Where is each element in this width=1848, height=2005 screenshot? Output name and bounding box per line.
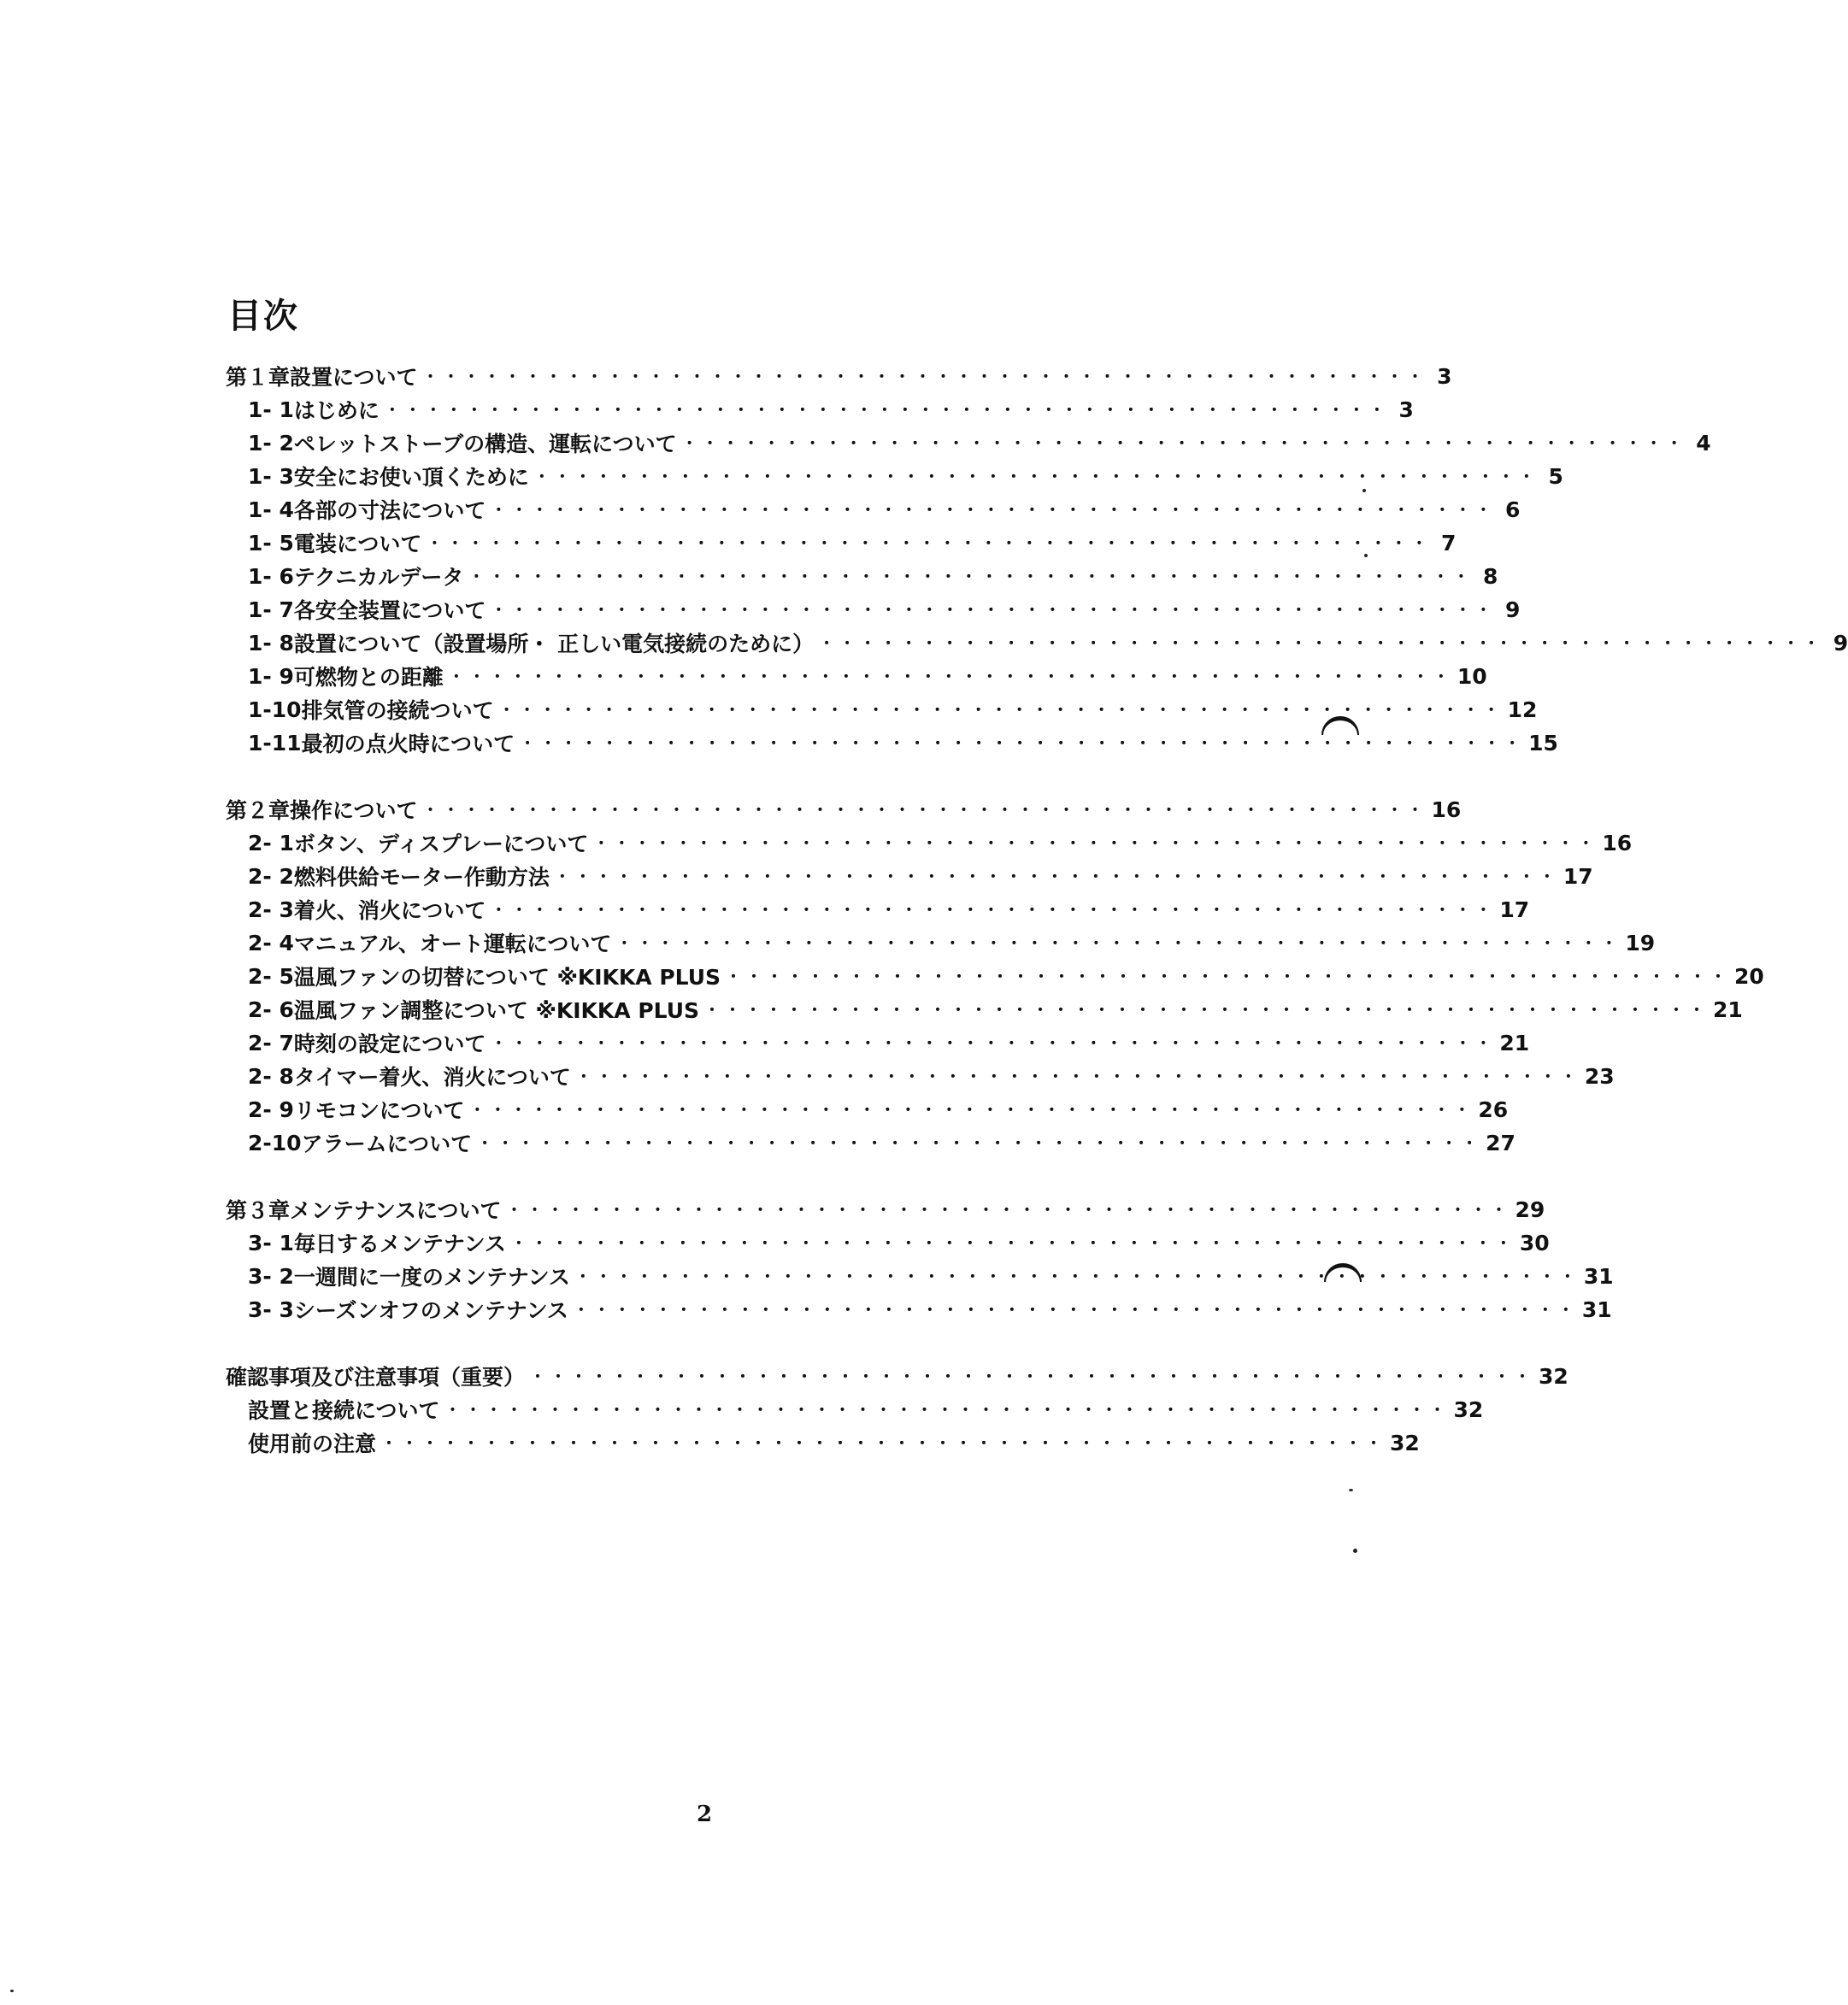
dot-leader: ・・・・・・・・・・・・・・・・・・・・・・・・・・・・・・・・・・・・・・・・・・・・・・・・・: [491, 902, 1497, 920]
dot-leader: ・・・・・・・・・・・・・・・・・・・・・・・・・・・・・・・・・・・・・・・・・・・・・・・・・: [533, 468, 1539, 486]
toc-entry-label: 設置について（設置場所・ 正しい電気接続のために）: [293, 632, 815, 656]
toc-entry-page: 9: [1504, 597, 1521, 622]
toc-entry-label: 温風ファンの切替について ※KIKKA PLUS: [293, 965, 721, 990]
toc-entry-label: アラームについて: [301, 1132, 473, 1156]
toc-entry-label: 安全にお使い頂くために: [293, 465, 529, 490]
toc-entry[interactable]: [248, 1261, 1614, 1291]
toc-entry-label: 最初の点火時について: [301, 732, 515, 756]
toc-entry[interactable]: [248, 1061, 1615, 1091]
toc-entry-page: 4: [1696, 430, 1711, 456]
dot-leader: ・・・・・・・・・・・・・・・・・・・・・・・・・・・・・・・・・・・・・・・・・・・・・・・・・: [444, 1402, 1451, 1420]
scan-speck: [1364, 554, 1368, 557]
toc-entry-page: 30: [1519, 1230, 1550, 1255]
toc-entry[interactable]: [248, 527, 1457, 558]
toc-entry[interactable]: [248, 1427, 1420, 1458]
dot-leader: ・・・・・・・・・・・・・・・・・・・・・・・・・・・・・・・・・・・・・・・・・・・・・・・・・: [491, 502, 1497, 520]
toc-entry-page: 26: [1478, 1097, 1509, 1122]
scan-speck: [10, 1990, 14, 1992]
toc-entry-label: 毎日するメンテナンス: [293, 1232, 506, 1256]
toc-entry-number: 1- 2: [248, 430, 294, 456]
toc-entry-number: 2- 4: [248, 930, 294, 955]
toc-entry[interactable]: [248, 661, 1487, 691]
table-of-contents: [226, 0, 1848, 2005]
toc-entry[interactable]: [248, 494, 1521, 525]
dot-leader: ・・・・・・・・・・・・・・・・・・・・・・・・・・・・・・・・・・・・・・・・・・・・・・・・・: [575, 1068, 1581, 1086]
toc-entry[interactable]: [248, 727, 1558, 758]
dot-leader: ・・・・・・・・・・・・・・・・・・・・・・・・・・・・・・・・・・・・・・・・・・・・・・・・・: [573, 1302, 1579, 1320]
scan-speck: [1353, 1549, 1357, 1553]
toc-entry-number: 第３章: [226, 1198, 291, 1223]
toc-entry-page: 19: [1625, 930, 1656, 955]
toc-entry-page: 8: [1482, 563, 1498, 589]
toc-entry[interactable]: [248, 394, 1414, 425]
toc-entry-label: 排気管の接続ついて: [301, 698, 494, 723]
toc-entry[interactable]: [248, 1094, 1509, 1125]
toc-entry-label: 着火、消火について: [293, 898, 486, 923]
toc-entry[interactable]: [248, 961, 1764, 991]
toc-entry-number: 2- 1: [248, 830, 294, 856]
toc-entry-number: 2- 8: [248, 1063, 294, 1089]
toc-entry-number: 1- 4: [248, 497, 294, 522]
dot-leader: ・・・・・・・・・・・・・・・・・・・・・・・・・・・・・・・・・・・・・・・・・・・・・・・・・: [520, 735, 1526, 753]
dot-leader: ・・・・・・・・・・・・・・・・・・・・・・・・・・・・・・・・・・・・・・・・・・・・・・・・・: [468, 568, 1474, 586]
toc-entry-page: 23: [1584, 1063, 1615, 1089]
toc-entry-number: 2- 3: [248, 897, 294, 922]
toc-entry-label: 確認事項及び注意事項（重要）: [226, 1365, 526, 1390]
page-title: 目次: [227, 297, 299, 336]
dot-leader: ・・・・・・・・・・・・・・・・・・・・・・・・・・・・・・・・・・・・・・・・・・・・・・・・・: [726, 968, 1732, 986]
toc-entry-label: 可燃物との距離: [293, 665, 444, 690]
dot-leader: ・・・・・・・・・・・・・・・・・・・・・・・・・・・・・・・・・・・・・・・・・・・・・・・・・: [491, 602, 1497, 620]
toc-entry[interactable]: [248, 1127, 1515, 1158]
dot-leader: ・・・・・・・・・・・・・・・・・・・・・・・・・・・・・・・・・・・・・・・・・・・・・・・・・: [530, 1368, 1536, 1386]
toc-entry-page: 32: [1539, 1363, 1568, 1389]
toc-entry-number: 2- 5: [248, 963, 294, 989]
toc-entry-label: マニュアル、オート運転について: [293, 932, 612, 956]
dot-leader: ・・・・・・・・・・・・・・・・・・・・・・・・・・・・・・・・・・・・・・・・・・・・・・・・・: [384, 402, 1390, 420]
toc-entry[interactable]: [248, 861, 1593, 891]
dot-leader: ・・・・・・・・・・・・・・・・・・・・・・・・・・・・・・・・・・・・・・・・・・・・・・・・・: [448, 668, 1454, 686]
toc-entry-number: 3- 1: [248, 1230, 294, 1255]
toc-entry-number: 2- 7: [248, 1030, 294, 1055]
toc-entry-page: 17: [1563, 863, 1593, 889]
toc-entry-page: 7: [1440, 530, 1457, 556]
toc-entry-number: 2- 2: [248, 863, 294, 889]
toc-entry[interactable]: [248, 594, 1521, 625]
toc-entry-page: 6: [1504, 497, 1521, 522]
toc-entry-number: 第２章: [226, 798, 291, 823]
toc-entry-number: 1- 5: [248, 530, 294, 556]
toc-entry-label: ボタン、ディスプレーについて: [293, 832, 589, 856]
toc-entry-page: 31: [1583, 1263, 1614, 1289]
toc-entry-page: 21: [1713, 997, 1743, 1022]
toc-entry-number: 2-10: [248, 1130, 302, 1155]
dot-leader: ・・・・・・・・・・・・・・・・・・・・・・・・・・・・・・・・・・・・・・・・・・・・・・・・・: [491, 1035, 1497, 1053]
toc-entry[interactable]: [248, 561, 1498, 591]
toc-entry-number: 3- 2: [248, 1263, 294, 1289]
toc-entry-page: 32: [1390, 1430, 1420, 1455]
toc-entry[interactable]: [248, 1294, 1612, 1325]
toc-entry-label: ペレットストーブの構造、運転について: [293, 432, 677, 456]
toc-entry-page: 29: [1515, 1197, 1545, 1222]
toc-entry-label: 時刻の設定について: [293, 1032, 486, 1056]
scan-speck: [1349, 1489, 1353, 1491]
toc-entry[interactable]: [248, 927, 1656, 958]
toc-entry-label: タイマー着火、消火について: [293, 1065, 571, 1090]
dot-leader: ・・・・・・・・・・・・・・・・・・・・・・・・・・・・・・・・・・・・・・・・・・・・・・・・・: [819, 635, 1825, 653]
dot-leader: ・・・・・・・・・・・・・・・・・・・・・・・・・・・・・・・・・・・・・・・・・・・・・・・・・: [469, 1102, 1475, 1120]
toc-entry-page: 16: [1431, 797, 1462, 822]
toc-entry-number: 1- 7: [248, 597, 294, 622]
dot-leader: ・・・・・・・・・・・・・・・・・・・・・・・・・・・・・・・・・・・・・・・・・・・・・・・・・: [510, 1235, 1516, 1253]
toc-entry[interactable]: [226, 1361, 1568, 1391]
dot-leader: ・・・・・・・・・・・・・・・・・・・・・・・・・・・・・・・・・・・・・・・・・・・・・・・・・: [506, 1202, 1512, 1220]
dot-leader: ・・・・・・・・・・・・・・・・・・・・・・・・・・・・・・・・・・・・・・・・・・・・・・・・・: [704, 1002, 1710, 1020]
toc-entry-label: 電装について: [293, 532, 422, 556]
toc-entry-number: 第１章: [226, 365, 291, 390]
toc-entry[interactable]: [248, 994, 1743, 1025]
toc-entry-label: 各安全装置について: [293, 598, 486, 623]
toc-entry-label: リモコンについて: [293, 1098, 465, 1123]
toc-entry-label: 各部の寸法について: [293, 498, 486, 523]
toc-entry-label: シーズンオフのメンテナンス: [293, 1298, 568, 1323]
dot-leader: ・・・・・・・・・・・・・・・・・・・・・・・・・・・・・・・・・・・・・・・・・・・・・・・・・: [422, 802, 1428, 820]
dot-leader: ・・・・・・・・・・・・・・・・・・・・・・・・・・・・・・・・・・・・・・・・・・・・・・・・・: [422, 368, 1428, 386]
toc-entry-label: 操作について: [290, 798, 418, 823]
toc-entry[interactable]: [248, 694, 1538, 725]
toc-entry-page: 12: [1507, 697, 1538, 722]
toc-entry-number: 2- 6: [248, 997, 294, 1022]
toc-entry[interactable]: [248, 1027, 1530, 1058]
toc-entry-page: 3: [1437, 363, 1452, 389]
toc-entry-page: 9: [1833, 630, 1848, 656]
toc-entry-label: 一週間に一度のメンテナンス: [293, 1265, 570, 1290]
toc-entry-label: テクニカルデータ: [293, 565, 464, 590]
toc-entry-number: 1-10: [248, 697, 302, 722]
toc-entry[interactable]: [226, 794, 1462, 825]
toc-entry-number: 1- 3: [248, 463, 294, 489]
toc-entry-label: 設置と接続について: [248, 1398, 440, 1423]
dot-leader: ・・・・・・・・・・・・・・・・・・・・・・・・・・・・・・・・・・・・・・・・・・・・・・・・・: [681, 435, 1687, 453]
dot-leader: ・・・・・・・・・・・・・・・・・・・・・・・・・・・・・・・・・・・・・・・・・・・・・・・・・: [477, 1135, 1483, 1153]
toc-entry[interactable]: [248, 827, 1633, 858]
toc-entry-label: メンテナンスについて: [290, 1198, 502, 1223]
toc-entry-number: 1- 9: [248, 663, 294, 689]
toc-entry-page: 31: [1581, 1296, 1612, 1322]
toc-entry-number: 1- 6: [248, 563, 294, 589]
toc-entry[interactable]: [248, 461, 1563, 491]
dot-leader: ・・・・・・・・・・・・・・・・・・・・・・・・・・・・・・・・・・・・・・・・・・・・・・・・・: [427, 535, 1433, 553]
page-number: 2: [696, 1802, 713, 1827]
toc-entry[interactable]: [248, 894, 1530, 925]
toc-entry-label: 使用前の注意: [248, 1432, 377, 1456]
toc-entry-page: 32: [1453, 1396, 1484, 1422]
dot-leader: ・・・・・・・・・・・・・・・・・・・・・・・・・・・・・・・・・・・・・・・・・・・・・・・・・: [593, 835, 1599, 853]
toc-entry-page: 27: [1486, 1130, 1515, 1155]
toc-entry-number: 2- 9: [248, 1097, 294, 1122]
toc-entry-page: 3: [1398, 397, 1414, 422]
toc-entry-number: 3- 3: [248, 1296, 294, 1322]
toc-entry-page: 17: [1499, 897, 1530, 922]
toc-entry-number: 1-11: [248, 730, 302, 756]
dot-leader: ・・・・・・・・・・・・・・・・・・・・・・・・・・・・・・・・・・・・・・・・・・・・・・・・・: [574, 1268, 1580, 1286]
toc-entry-label: 温風ファン調整について ※KIKKA PLUS: [293, 998, 700, 1023]
toc-entry-page: 16: [1602, 830, 1633, 856]
toc-entry-label: はじめに: [293, 398, 380, 423]
toc-entry-page: 21: [1499, 1030, 1530, 1055]
toc-entry[interactable]: [226, 361, 1452, 391]
toc-entry-page: 15: [1528, 730, 1558, 756]
toc-entry[interactable]: [248, 627, 1848, 658]
toc-entry-number: 1- 8: [248, 630, 294, 656]
scan-speck: [1362, 489, 1366, 492]
dot-leader: ・・・・・・・・・・・・・・・・・・・・・・・・・・・・・・・・・・・・・・・・・・・・・・・・・: [554, 868, 1560, 886]
toc-entry-page: 10: [1457, 663, 1487, 689]
dot-leader: ・・・・・・・・・・・・・・・・・・・・・・・・・・・・・・・・・・・・・・・・・・・・・・・・・: [498, 702, 1504, 720]
toc-entry[interactable]: [248, 427, 1711, 458]
toc-entry[interactable]: [248, 1227, 1550, 1258]
dot-leader: ・・・・・・・・・・・・・・・・・・・・・・・・・・・・・・・・・・・・・・・・・・・・・・・・・: [616, 935, 1622, 953]
dot-leader: ・・・・・・・・・・・・・・・・・・・・・・・・・・・・・・・・・・・・・・・・・・・・・・・・・: [381, 1435, 1387, 1453]
toc-entry-page: 20: [1734, 963, 1764, 989]
toc-entry[interactable]: [226, 1194, 1545, 1225]
toc-entry-label: 燃料供給モーター作動方法: [293, 865, 550, 890]
toc-entry-page: 5: [1548, 463, 1563, 489]
toc-entry-label: 設置について: [290, 365, 418, 390]
toc-entry-number: 1- 1: [248, 397, 294, 422]
toc-entry[interactable]: [248, 1394, 1484, 1425]
